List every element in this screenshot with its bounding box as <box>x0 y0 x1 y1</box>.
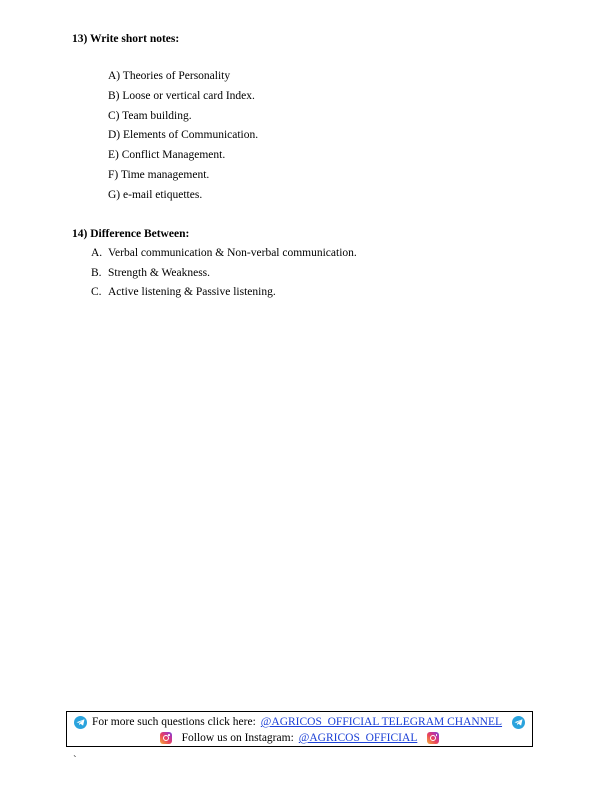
list-marker: B. <box>91 266 102 279</box>
list-marker: A. <box>91 247 103 259</box>
list-marker: C. <box>91 286 102 298</box>
list-item <box>91 285 357 305</box>
footer-box <box>66 711 533 747</box>
footer-instagram-text: Follow us on Instagram: <box>181 732 294 744</box>
footer-telegram-line <box>67 714 532 730</box>
q14-heading: 14) Difference Between: <box>72 228 190 240</box>
list-item: F) Time management. <box>108 168 210 181</box>
difference-list <box>91 246 357 305</box>
instagram-icon[interactable] <box>427 732 439 744</box>
list-item: E) Conflict Management. <box>108 149 226 162</box>
list-item <box>91 246 357 266</box>
list-item-text: Active listening & Passive listening. <box>108 286 276 298</box>
list-item: C) Team building. <box>108 109 192 122</box>
list-item-text: Verbal communication & Non-verbal communication. <box>108 247 357 259</box>
footer-telegram-text: For more such questions click here: <box>91 716 256 728</box>
list-item: D) Elements of Communication. <box>108 129 259 142</box>
telegram-icon[interactable] <box>512 716 525 729</box>
short-notes-list <box>108 69 258 208</box>
instagram-icon[interactable] <box>160 732 172 744</box>
list-item: G) e-mail etiquettes. <box>108 188 203 201</box>
q13-heading: 13) Write short notes: <box>72 33 180 45</box>
list-item <box>91 266 357 286</box>
telegram-channel-link[interactable]: @AGRICOS_OFFICIAL TELEGRAM CHANNEL <box>260 716 503 728</box>
instagram-link[interactable]: @AGRICOS_OFFICIAL <box>298 732 418 744</box>
list-item-text: Strength & Weakness. <box>108 266 211 279</box>
footer-instagram-line <box>67 730 532 746</box>
list-item: B) Loose or vertical card Index. <box>108 89 255 102</box>
list-item: A) Theories of Personality <box>108 70 231 82</box>
telegram-icon[interactable] <box>74 716 87 729</box>
stray-mark: ` <box>73 754 77 766</box>
